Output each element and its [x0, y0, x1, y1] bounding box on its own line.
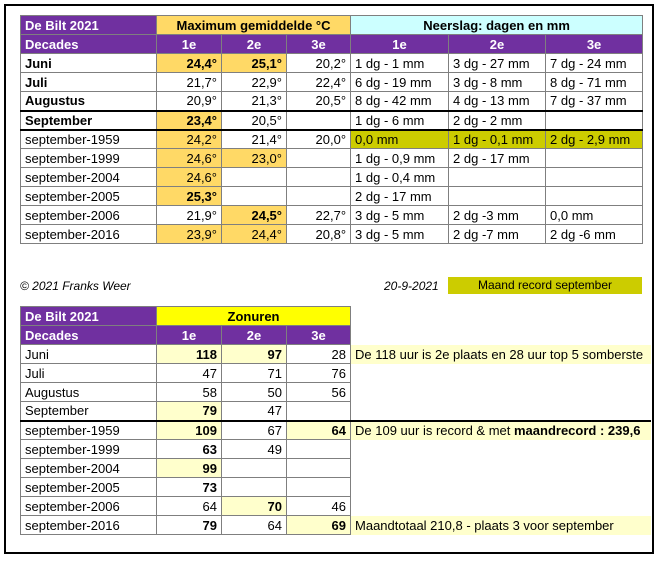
temp-cell: 20,2°	[287, 54, 351, 73]
table-row	[21, 383, 651, 402]
decades-label: Decades	[21, 326, 157, 345]
sun-cell: 79	[157, 516, 222, 535]
table-row	[21, 206, 643, 225]
precip-cell: 6 dg - 19 mm	[351, 73, 449, 92]
sun-cell: 79	[157, 402, 222, 421]
col-header: 2e	[222, 326, 287, 345]
temp-cell: 20,5°	[287, 92, 351, 111]
sun-cell: 70	[222, 497, 287, 516]
copyright-text: © 2021 Franks Weer	[20, 279, 131, 293]
precip-cell	[449, 187, 546, 206]
table-row	[21, 73, 643, 92]
temp-cell	[287, 187, 351, 206]
row-label: Juli	[21, 364, 157, 383]
sunshine-table	[20, 306, 651, 535]
temp-cell	[287, 168, 351, 187]
table-row	[21, 111, 643, 130]
sun-cell: 99	[157, 459, 222, 478]
temp-cell: 25,3°	[157, 187, 222, 206]
col-header: 3e	[546, 35, 643, 54]
table-row	[21, 402, 651, 421]
row-label: september-2016	[21, 225, 157, 244]
precip-cell: 1 dg - 1 mm	[351, 54, 449, 73]
temp-cell: 24,4°	[222, 225, 287, 244]
temp-cell	[222, 168, 287, 187]
precip-cell: 3 dg - 8 mm	[449, 73, 546, 92]
sun-cell: 63	[157, 440, 222, 459]
table-row	[21, 497, 651, 516]
note-empty	[351, 307, 651, 326]
temp-cell	[222, 187, 287, 206]
row-label: september-2004	[21, 168, 157, 187]
precip-cell: 4 dg - 13 mm	[449, 92, 546, 111]
temp-cell: 20,8°	[287, 225, 351, 244]
top-decades-row	[21, 35, 643, 54]
row-label: september-1959	[21, 421, 157, 440]
row-label: September	[21, 402, 157, 421]
precip-cell: 0,0 mm	[546, 206, 643, 225]
precip-cell: 8 dg - 71 mm	[546, 73, 643, 92]
col-header: 1e	[157, 326, 222, 345]
table-row	[21, 149, 643, 168]
row-note-text: De 109 uur is record & met	[355, 423, 514, 438]
sun-cell: 50	[222, 383, 287, 402]
row-label: september-2005	[21, 187, 157, 206]
temp-cell: 23,9°	[157, 225, 222, 244]
table-row	[21, 187, 643, 206]
row-label: september-2005	[21, 478, 157, 497]
temp-cell: 20,0°	[287, 130, 351, 149]
sun-cell	[287, 440, 351, 459]
max-temp-header: Maximum gemiddelde °C	[157, 16, 351, 35]
row-label: september-2016	[21, 516, 157, 535]
row-note	[351, 497, 651, 516]
row-note	[351, 402, 651, 421]
precip-cell: 2 dg - 2 mm	[449, 111, 546, 130]
bottom-decades-row	[21, 326, 651, 345]
row-label: September	[21, 111, 157, 130]
sun-cell: 64	[222, 516, 287, 535]
sun-cell: 49	[222, 440, 287, 459]
temp-cell: 24,5°	[222, 206, 287, 225]
col-header: 3e	[287, 35, 351, 54]
temp-cell	[287, 111, 351, 130]
temp-cell: 21,3°	[222, 92, 287, 111]
temp-cell: 21,7°	[157, 73, 222, 92]
table-row	[21, 459, 651, 478]
sun-cell	[287, 459, 351, 478]
sun-cell: 76	[287, 364, 351, 383]
col-header: 1e	[351, 35, 449, 54]
precip-cell	[546, 168, 643, 187]
row-label: september-2006	[21, 497, 157, 516]
row-note	[351, 440, 651, 459]
row-label: Juli	[21, 73, 157, 92]
top-title-row	[21, 16, 643, 35]
row-note	[351, 383, 651, 402]
table-row	[21, 478, 651, 497]
precip-cell: 1 dg - 0,1 mm	[449, 130, 546, 149]
bottom-title-row	[21, 307, 651, 326]
row-label: september-1999	[21, 149, 157, 168]
temp-cell: 24,6°	[157, 168, 222, 187]
sun-cell: 47	[157, 364, 222, 383]
precip-cell: 0,0 mm	[351, 130, 449, 149]
temp-cell: 21,9°	[157, 206, 222, 225]
sun-cell: 73	[157, 478, 222, 497]
record-legend: Maand record september	[448, 277, 642, 294]
sun-cell: 69	[287, 516, 351, 535]
sun-cell	[287, 478, 351, 497]
temp-cell: 20,5°	[222, 111, 287, 130]
sun-cell: 64	[287, 421, 351, 440]
temp-cell: 23,0°	[222, 149, 287, 168]
precip-cell: 2 dg - 17 mm	[449, 149, 546, 168]
precipitation-header: Neerslag: dagen en mm	[351, 16, 643, 35]
temp-cell: 22,9°	[222, 73, 287, 92]
table-row	[21, 421, 651, 440]
sun-cell: 56	[287, 383, 351, 402]
table-row	[21, 168, 643, 187]
row-note	[351, 364, 651, 383]
bottom-title: De Bilt 2021	[21, 307, 157, 326]
row-note: De 118 uur is 2e plaats en 28 uur top 5 somberste	[351, 345, 651, 364]
table-row	[21, 516, 651, 535]
col-header: 1e	[157, 35, 222, 54]
sun-cell: 47	[222, 402, 287, 421]
sun-cell	[222, 478, 287, 497]
table-row	[21, 92, 643, 111]
precip-cell: 2 dg - 2,9 mm	[546, 130, 643, 149]
precip-cell: 7 dg - 37 mm	[546, 92, 643, 111]
table-row	[21, 54, 643, 73]
precip-cell: 1 dg - 0,9 mm	[351, 149, 449, 168]
precip-cell: 3 dg - 5 mm	[351, 225, 449, 244]
temperature-precipitation-table	[20, 15, 643, 244]
col-header: 2e	[449, 35, 546, 54]
temp-cell: 23,4°	[157, 111, 222, 130]
sun-cell: 97	[222, 345, 287, 364]
sun-cell: 109	[157, 421, 222, 440]
sun-cell	[287, 402, 351, 421]
table-row	[21, 364, 651, 383]
precip-cell	[449, 168, 546, 187]
precip-cell	[546, 187, 643, 206]
row-note	[351, 421, 651, 440]
decades-label: Decades	[21, 35, 157, 54]
precip-cell: 1 dg - 6 mm	[351, 111, 449, 130]
month-record-text: maandrecord : 239,6	[513, 423, 641, 438]
temp-cell: 20,9°	[157, 92, 222, 111]
precip-cell: 8 dg - 42 mm	[351, 92, 449, 111]
top-title: De Bilt 2021	[21, 16, 157, 35]
precip-cell	[546, 111, 643, 130]
sun-cell: 118	[157, 345, 222, 364]
table-row	[21, 440, 651, 459]
precip-cell: 2 dg - 17 mm	[351, 187, 449, 206]
temp-cell: 24,6°	[157, 149, 222, 168]
temp-cell: 25,1°	[222, 54, 287, 73]
temp-cell: 21,4°	[222, 130, 287, 149]
row-label: september-1999	[21, 440, 157, 459]
sun-cell: 58	[157, 383, 222, 402]
report-date: 20-9-2021	[384, 279, 439, 293]
sun-cell: 28	[287, 345, 351, 364]
sun-cell	[222, 459, 287, 478]
precip-cell: 2 dg -7 mm	[449, 225, 546, 244]
precip-cell	[546, 149, 643, 168]
row-label: Juni	[21, 54, 157, 73]
precip-cell: 3 dg - 5 mm	[351, 206, 449, 225]
sun-cell: 71	[222, 364, 287, 383]
row-note	[351, 478, 651, 497]
temp-cell: 24,2°	[157, 130, 222, 149]
temp-cell	[287, 149, 351, 168]
precip-cell: 2 dg -3 mm	[449, 206, 546, 225]
table-row	[21, 345, 651, 364]
sun-cell: 67	[222, 421, 287, 440]
row-label: september-2004	[21, 459, 157, 478]
precip-cell: 2 dg -6 mm	[546, 225, 643, 244]
row-label: Augustus	[21, 383, 157, 402]
precip-cell: 1 dg - 0,4 mm	[351, 168, 449, 187]
row-label: Juni	[21, 345, 157, 364]
temp-cell: 22,7°	[287, 206, 351, 225]
precip-cell: 3 dg - 27 mm	[449, 54, 546, 73]
temp-cell: 24,4°	[157, 54, 222, 73]
sun-cell: 46	[287, 497, 351, 516]
col-header: 2e	[222, 35, 287, 54]
row-label: september-1959	[21, 130, 157, 149]
row-note	[351, 459, 651, 478]
row-label: Augustus	[21, 92, 157, 111]
row-note: Maandtotaal 210,8 - plaats 3 voor september	[351, 516, 651, 535]
precip-cell: 7 dg - 24 mm	[546, 54, 643, 73]
row-label: september-2006	[21, 206, 157, 225]
sun-cell: 64	[157, 497, 222, 516]
table-row	[21, 225, 643, 244]
note-empty	[351, 326, 651, 345]
table-row	[21, 130, 643, 149]
sunshine-header: Zonuren	[157, 307, 351, 326]
temp-cell: 22,4°	[287, 73, 351, 92]
col-header: 3e	[287, 326, 351, 345]
